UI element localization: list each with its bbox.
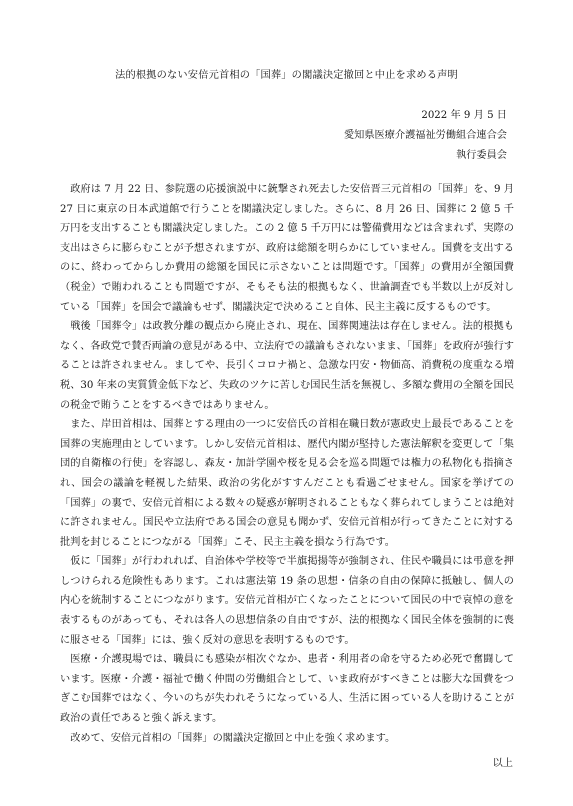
body-paragraph: また、岸田首相は、国葬とする理由の一つに安倍氏の首相在職日数が憲政史上最長であることを国葬の実施理由としています。しかし安倍元首相は、歴代内閣が堅持した憲法解釈を変更して「集団的自衛権の行使」を容認し、森友・加計学園や桜を見る会を巡る問題では権力の私物化も指摘され、国会の議論を軽視した結果、政治の劣化がすすんだことも看過ごせません。国家を挙げての「国葬」の裏で、安倍元首相による数々の疑惑が解明されることもなく葬られてしまうことは絶対に許されません。国民や立法府である国会の意見も聞かず、安倍元首相が行ってきたことに対する批判を封じることにつながる「国葬」こそ、民主主義を損なう行為です。 — [60, 419, 514, 548]
document-body — [60, 180, 514, 748]
body-paragraph: 仮に「国葬」が行われれば、自治体や学校等で半旗掲揚等が強制され、住民や職員には弔意を押しつけられる危険性もあります。これは憲法第 19 条の思想・信条の自由の保障に抵触し、個人の内心を統制することにつながります。安倍元首相が亡くなったことについて国民の中で哀悼の意を表するものがあっても、それは各人の思想信条の自由ですが、法的根拠なく国民全体を強制的に喪に服させる「国葬」には、強く反対の意思を表明するものです。 — [60, 556, 514, 646]
body-paragraph: 改めて、安倍元首相の「国葬」の閣議決定撤回と中止を強く求めます。 — [70, 732, 396, 744]
body-paragraph: 政府は 7 月 22 日、参院選の応援演説中に銃撃され死去した安倍晋三元首相の「国葬」を、9 月 27 日に東京の日本武道館で行うことを閣議決定しました。さらに、8 月 26 日、国葬に 2 億 5 千万円を支出することも閣議決定しました。この 2 億 5 千万円には警備費用などは含まれず、実際の支出はさらに膨らむことが予想されますが、政府は総額を明らかにしていません。国費を支出するのに、終わってからしか費用の総額を国民に示さないことは問題です。「国葬」の費用が全額国費（税金）で賄われることも問題ですが、そもそも法的根拠もなく、世論調査でも半数以上が反対している「国葬」を国会で議論もせず、閣議決定で決めること自体、民主主義に反するものです。 — [60, 184, 514, 313]
closing-mark: 以上 — [492, 758, 513, 769]
body-paragraph: 医療・介護現場では、職員にも感染が相次ぐなか、患者・利用者の命を守るため必死で奮闘しています。医療・介護・福祉で働く仲間の労働組合として、いま政府がすべきことは膨大な国費をつぎこむ国葬ではなく、今いのちが失われそうになっている人、生活に困っている人を助けることが政治の責任であると強く訴えます。 — [60, 654, 514, 725]
committee-name: 執行委員会 — [456, 150, 507, 161]
body-paragraph: 戦後「国葬令」は政教分離の観点から廃止され、現在、国葬関連法は存在しません。法的根拠もなく、各政党で賛否両論の意見がある中、立法府での議論もされないまま、「国葬」を政府が強行することは許されません。ましてや、長引くコロナ禍と、急激な円安・物価高、消費税の度重なる増税、30 年来の実質賃金低下など、失政のツケに苦しむ国民生活を無視し、多額な費用の全額を国民の税金で賄うことをするべきではありません。 — [60, 321, 514, 411]
organization-name: 愛知県医療介護福祉労働組合連合会 — [344, 130, 507, 141]
document-title: 法的根拠のない安倍元首相の「国葬」の閣議決定撤回と中止を求める声明 — [115, 70, 458, 81]
document-date: 2022 年 9 月 5 日 — [421, 110, 507, 121]
document-header-meta — [344, 106, 507, 166]
